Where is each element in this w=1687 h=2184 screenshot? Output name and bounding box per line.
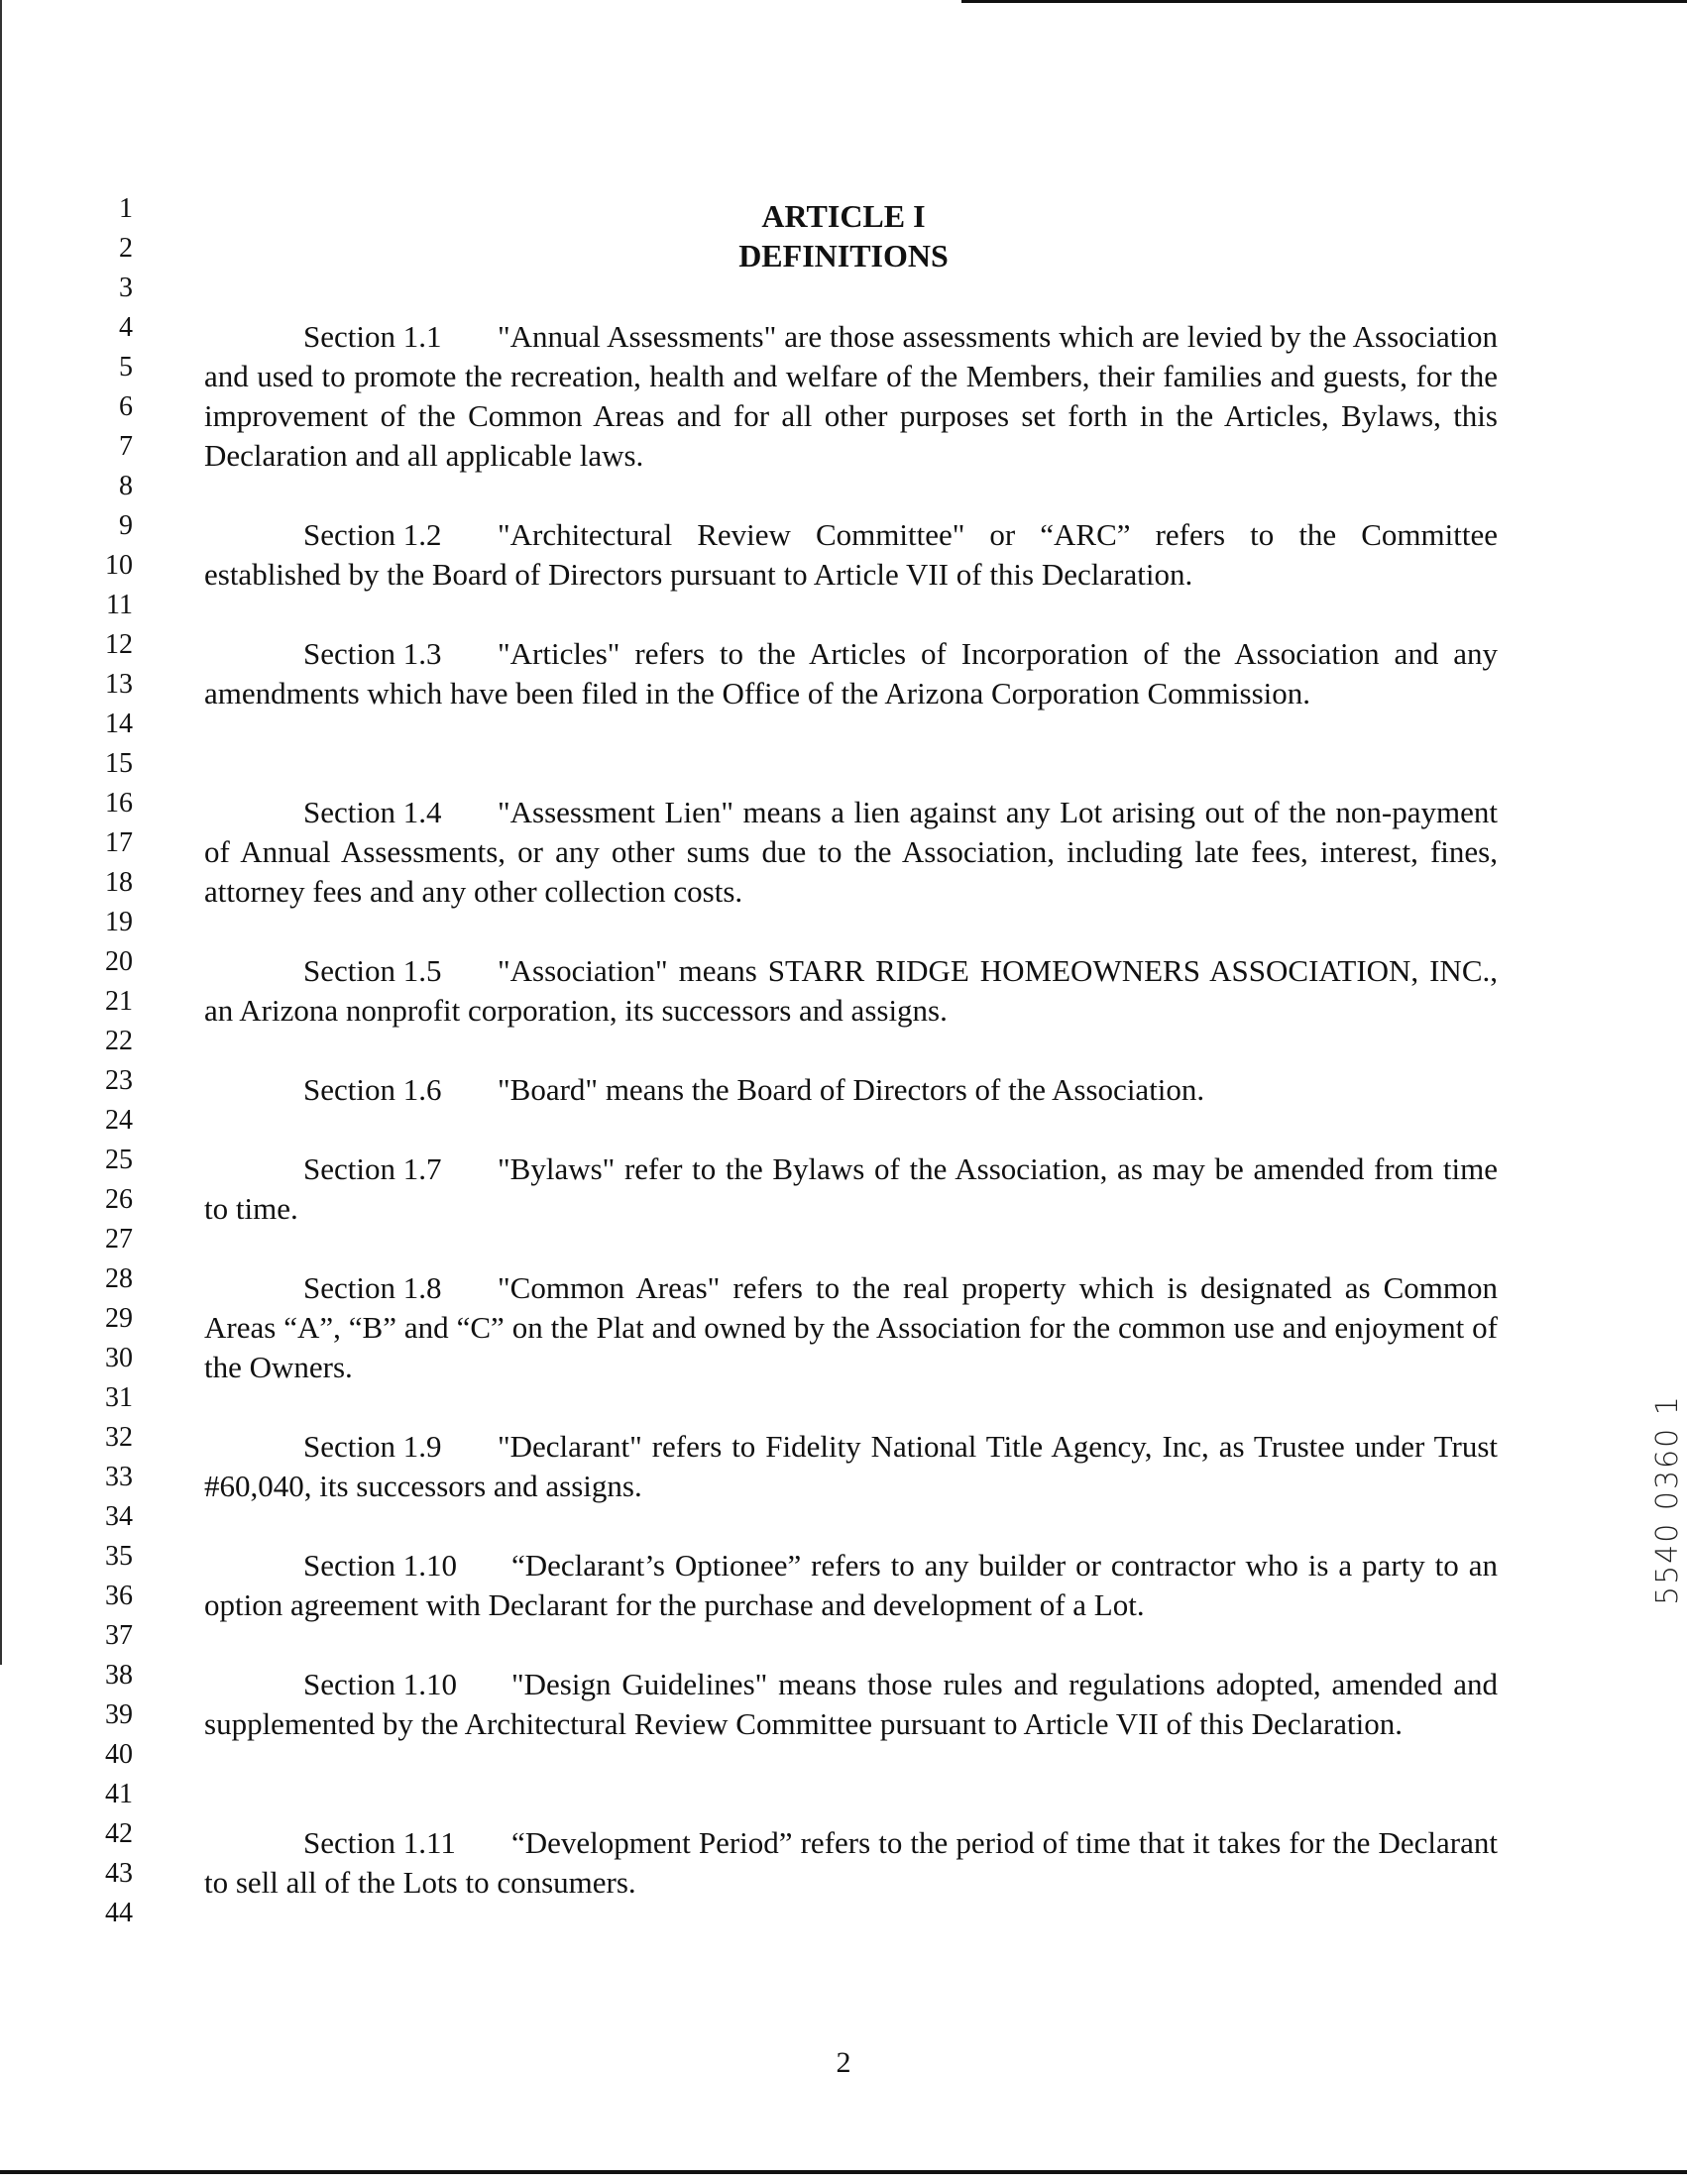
section-text: "Bylaws" refer to the Bylaws of the Association, as may be amended from time to time. (204, 1151, 1498, 1226)
line-number: 22 (105, 1026, 133, 1056)
line-number: 1 (119, 193, 133, 224)
line-number: 21 (105, 986, 133, 1017)
line-number: 12 (105, 629, 133, 660)
section-label: Section 1.6 (303, 1072, 442, 1107)
section-label: Section 1.7 (303, 1151, 442, 1186)
line-number: 43 (105, 1858, 133, 1889)
section-text: "Annual Assessments" are those assessments which are levied by the Association and used to promote the recreation, health and welfare of the Members, their families and guests, for the improvement of the Common Areas and for all other purposes set forth in the Articles, Bylaws, this Declaration and all applicable laws. (204, 319, 1498, 473)
section-text: "Articles" refers to the Articles of Incorporation of the Association and any amendments which have been filed in the Office of the Arizona Corporation Commission. (204, 636, 1498, 710)
section-1-9 (204, 1427, 1498, 1506)
page-number: 2 (836, 2046, 851, 2079)
section-label: Section 1.4 (303, 795, 442, 829)
section-text: "Design Guidelines" means those rules and regulations adopted, amended and supplemented by the Architectural Review Committee pursuant to Article VII of this Declaration. (204, 1667, 1498, 1741)
line-number: 35 (105, 1541, 133, 1572)
section-text: “Declarant’s Optionee” refers to any builder or contractor who is a party to an option agreement with Declarant for the purchase and development of a Lot. (204, 1548, 1498, 1622)
line-number: 2 (119, 233, 133, 264)
section-1-5 (204, 951, 1498, 1031)
line-number: 11 (106, 590, 133, 620)
line-number: 34 (105, 1501, 133, 1532)
section-1-6 (204, 1070, 1498, 1110)
line-number: 7 (119, 431, 133, 462)
section-text: “Development Period” refers to the period of time that it takes for the Declarant to sell all of the Lots to consumers. (204, 1825, 1498, 1900)
line-number: 36 (105, 1581, 133, 1611)
line-number: 16 (105, 788, 133, 819)
section-text: "Common Areas" refers to the real property which is designated as Common Areas “A”, “B” and “C” on the Plat and owned by the Association for the common use and enjoyment of the Owners. (204, 1270, 1498, 1384)
recording-stamp: 5540 0360 1 (1650, 1394, 1685, 1605)
line-number: 9 (119, 510, 133, 541)
section-label: Section 1.11 (303, 1825, 456, 1860)
line-number: 4 (119, 312, 133, 343)
line-number: 10 (105, 550, 133, 581)
line-number: 44 (105, 1898, 133, 1928)
line-number: 14 (105, 709, 133, 739)
section-1-8 (204, 1268, 1498, 1387)
section-text: "Architectural Review Committee" or “ARC” refers to the Committee established by the Board of Directors pursuant to Article VII of this Declaration. (204, 517, 1498, 592)
line-number: 5 (119, 352, 133, 382)
line-number: 23 (105, 1065, 133, 1096)
line-number: 19 (105, 907, 133, 937)
section-label: Section 1.9 (303, 1429, 442, 1464)
line-number: 33 (105, 1462, 133, 1492)
line-number: 8 (119, 471, 133, 501)
line-number: 3 (119, 273, 133, 303)
section-label: Section 1.2 (303, 517, 442, 552)
line-number: 25 (105, 1145, 133, 1175)
section-1-2 (204, 515, 1498, 595)
line-number: 24 (105, 1105, 133, 1136)
section-label: Section 1.5 (303, 953, 442, 988)
line-number: 20 (105, 946, 133, 977)
bottom-border-line (0, 2170, 1687, 2174)
section-text: "Association" means STARR RIDGE HOMEOWNERS ASSOCIATION, INC., an Arizona nonprofit corporation, its successors and assigns. (204, 953, 1498, 1028)
article-subtitle: DEFINITIONS (738, 238, 949, 273)
top-border-line (961, 0, 1687, 3)
section-1-4 (204, 793, 1498, 912)
line-number: 40 (105, 1739, 133, 1770)
section-text: "Board" means the Board of Directors of the Association. (498, 1072, 1205, 1107)
line-number: 38 (105, 1660, 133, 1691)
line-number: 41 (105, 1779, 133, 1809)
line-number: 32 (105, 1422, 133, 1453)
section-label: Section 1.3 (303, 636, 442, 671)
line-number: 6 (119, 391, 133, 422)
section-label: Section 1.10 (303, 1548, 457, 1583)
line-number: 37 (105, 1620, 133, 1651)
section-label: Section 1.10 (303, 1667, 457, 1701)
line-number: 42 (105, 1818, 133, 1849)
section-text: "Assessment Lien" means a lien against any Lot arising out of the non-payment of Annual Assessments, or any other sums due to the Association, including late fees, interest, fines, attorney fees and any other collection costs. (204, 795, 1498, 909)
line-number: 18 (105, 867, 133, 898)
section-1-11 (204, 1823, 1498, 1903)
article-title: ARTICLE I (761, 198, 926, 234)
line-number: 29 (105, 1303, 133, 1334)
line-number: 39 (105, 1699, 133, 1730)
section-1-10-design-guidelines (204, 1665, 1498, 1744)
line-number: 30 (105, 1343, 133, 1373)
line-number: 28 (105, 1263, 133, 1294)
section-label: Section 1.8 (303, 1270, 442, 1305)
line-number: 15 (105, 748, 133, 779)
line-number: 27 (105, 1224, 133, 1255)
line-number: 17 (105, 827, 133, 858)
section-1-3 (204, 634, 1498, 713)
section-text: "Declarant" refers to Fidelity National Title Agency, Inc, as Trustee under Trust #60,040, its successors and assigns. (204, 1429, 1498, 1503)
line-number: 13 (105, 669, 133, 700)
section-1-1 (204, 317, 1498, 476)
line-number: 26 (105, 1184, 133, 1215)
line-number: 31 (105, 1382, 133, 1413)
section-label: Section 1.1 (303, 319, 442, 354)
section-1-10-optionee (204, 1546, 1498, 1625)
section-1-7 (204, 1149, 1498, 1229)
